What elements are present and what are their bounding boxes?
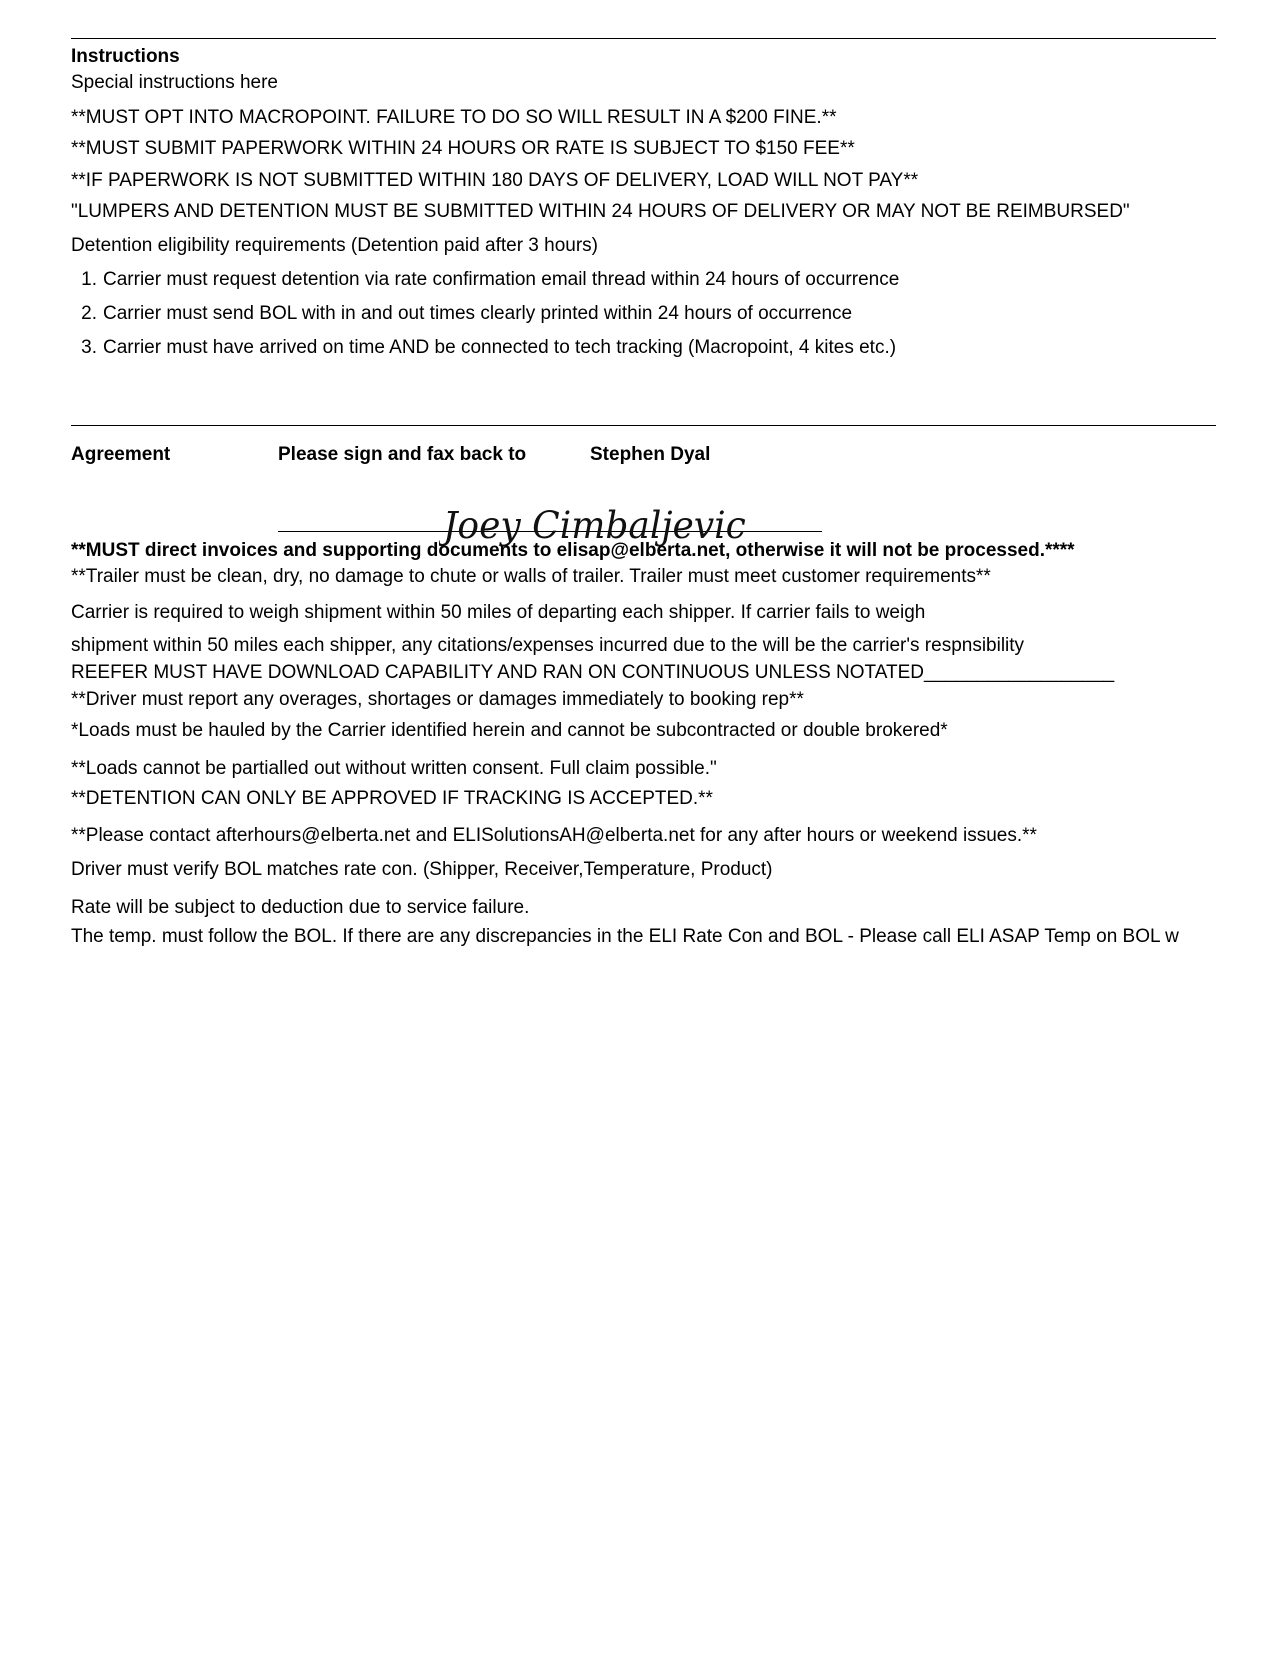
terms-line: Driver must verify BOL matches rate con. (Shipper, Receiver,Temperature, Product) — [71, 859, 773, 880]
terms-line: Carrier is required to weigh shipment within 50 miles of departing each shipper. If carrier fails to weigh — [71, 602, 926, 623]
detention-list-item — [71, 269, 899, 291]
agreement-label: Agreement — [71, 444, 171, 465]
list-number: 1. — [81, 269, 97, 290]
instruction-line: **IF PAPERWORK IS NOT SUBMITTED WITHIN 180 DAYS OF DELIVERY, LOAD WILL NOT PAY** — [71, 170, 919, 191]
terms-line: **Please contact afterhours@elberta.net and ELISolutionsAH@elberta.net for any after hours or weekend issues.** — [71, 825, 1037, 846]
terms-line: shipment within 50 miles each shipper, any citations/expenses incurred due to the will be the carrier's respnsibility — [71, 635, 1025, 656]
agreement-divider — [71, 425, 1216, 426]
instruction-line: "LUMPERS AND DETENTION MUST BE SUBMITTED WITHIN 24 HOURS OF DELIVERY OR MAY NOT BE REIMBURSED" — [71, 201, 1130, 222]
list-text: Carrier must send BOL with in and out times clearly printed within 24 hours of occurrence — [103, 303, 853, 324]
sign-prompt: Please sign and fax back to — [278, 444, 527, 465]
document-page — [71, 0, 1283, 1654]
contact-name: Stephen Dyal — [590, 444, 711, 465]
terms-line: The temp. must follow the BOL. If there are any discrepancies in the ELI Rate Con and BOL - Please call ELI ASAP Temp on BOL w — [71, 926, 1179, 947]
detention-list-item — [71, 337, 896, 359]
detention-requirements-heading: Detention eligibility requirements (Detention paid after 3 hours) — [71, 235, 598, 256]
special-instructions: Special instructions here — [71, 72, 278, 93]
top-divider — [71, 38, 1216, 39]
instruction-line: **MUST SUBMIT PAPERWORK WITHIN 24 HOURS OR RATE IS SUBJECT TO $150 FEE** — [71, 138, 855, 159]
terms-line: *Loads must be hauled by the Carrier identified herein and cannot be subcontracted or double brokered* — [71, 720, 948, 741]
svg-text:Joey Cimbaljevic: Joey Cimbaljevic — [443, 503, 746, 548]
terms-line: **Loads cannot be partialled out without written consent. Full claim possible." — [71, 758, 717, 779]
instruction-line: **MUST OPT INTO MACROPOINT. FAILURE TO DO SO WILL RESULT IN A $200 FINE.** — [71, 107, 837, 128]
terms-line: **Trailer must be clean, dry, no damage to chute or walls of trailer. Trailer must meet customer requirements** — [71, 566, 991, 587]
list-text: Carrier must have arrived on time AND be connected to tech tracking (Macropoint, 4 kites etc.) — [103, 337, 897, 358]
terms-line: **MUST direct invoices and supporting documents to elisap@elberta.net, otherwise it will not be processed.**** — [71, 540, 1075, 561]
terms-line: REEFER MUST HAVE DOWNLOAD CAPABILITY AND RAN ON CONTINUOUS UNLESS NOTATED__________________ — [71, 662, 1115, 683]
terms-line: **Driver must report any overages, shortages or damages immediately to booking rep** — [71, 689, 804, 710]
instructions-heading: Instructions — [71, 46, 180, 67]
terms-line: **DETENTION CAN ONLY BE APPROVED IF TRACKING IS ACCEPTED.** — [71, 788, 713, 809]
detention-list-item — [71, 303, 852, 325]
terms-line: Rate will be subject to deduction due to service failure. — [71, 897, 530, 918]
list-number: 3. — [81, 337, 97, 358]
list-text: Carrier must request detention via rate confirmation email thread within 24 hours of occurrence — [103, 269, 900, 290]
list-number: 2. — [81, 303, 97, 324]
